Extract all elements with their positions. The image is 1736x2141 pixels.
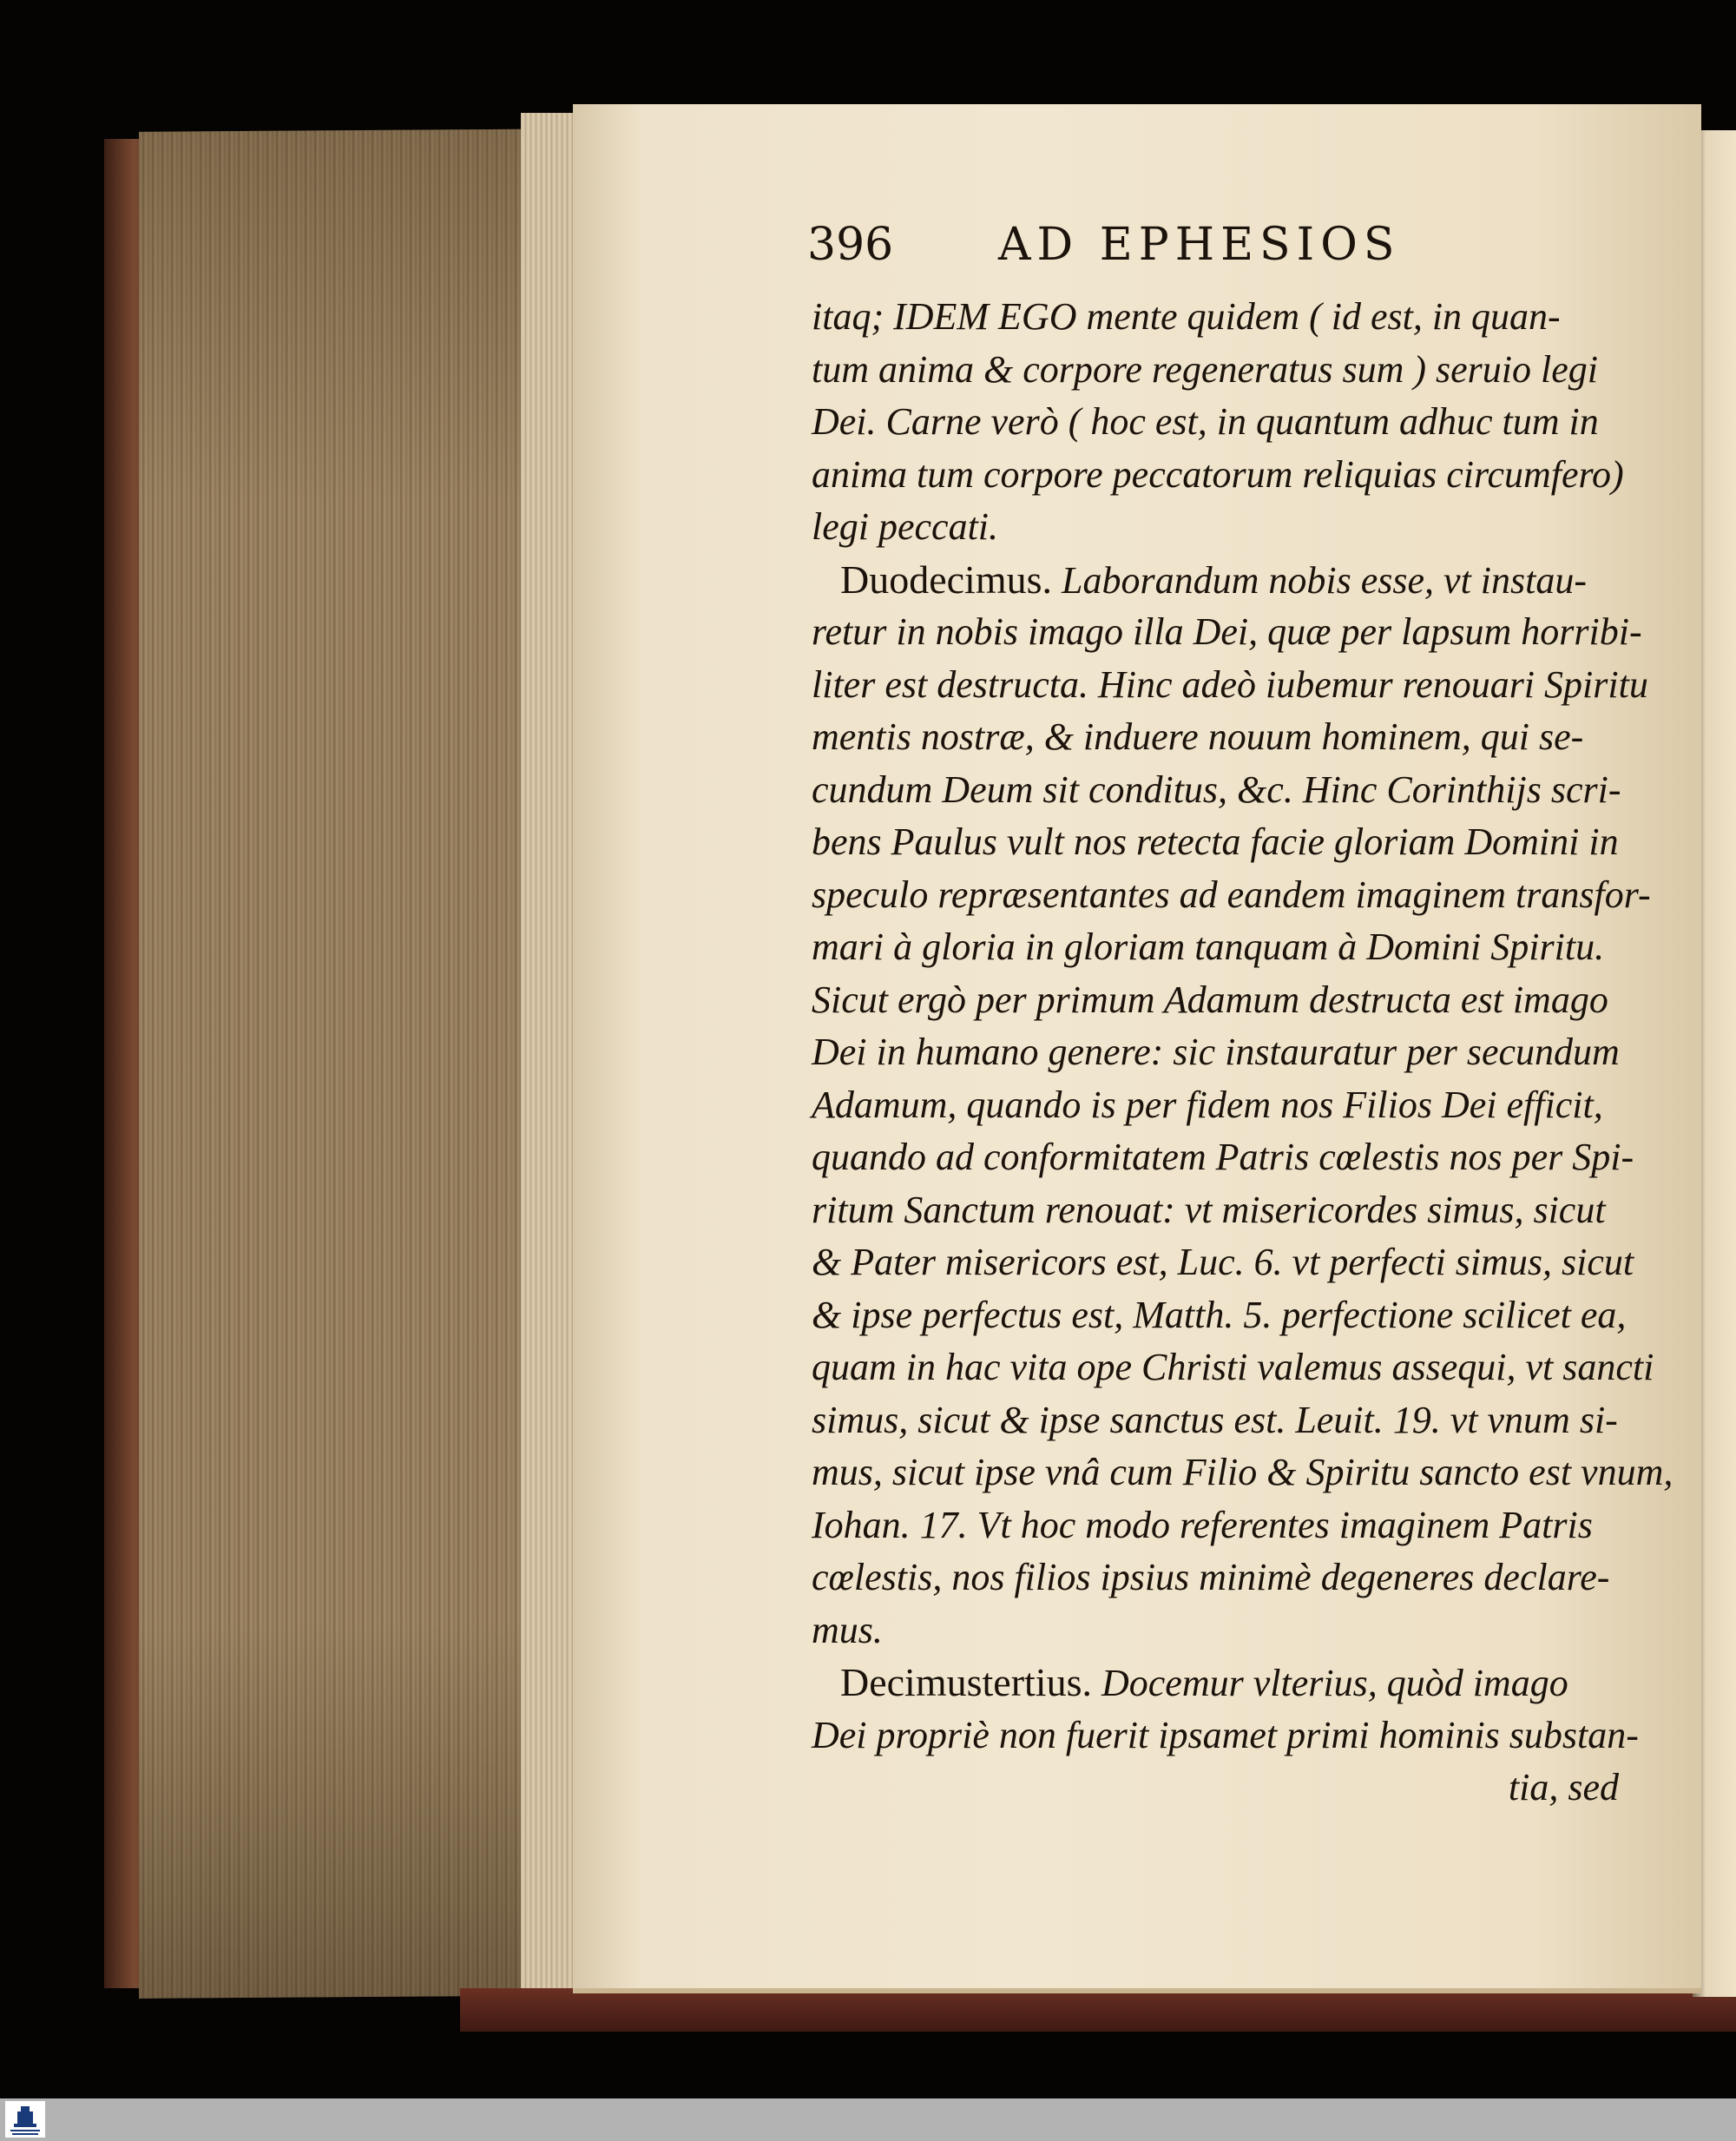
text-line: quam in hac vita ope Christi valemus assequi, vt sancti: [812, 1346, 1654, 1388]
text-line: simus, sicut & ipse sanctus est. Leuit. 19. vt vnum si-: [812, 1398, 1618, 1441]
text-line: cundum Deum sit conditus, &c. Hinc Corinthijs scri-: [812, 767, 1621, 811]
text-line: Sicut ergò per primum Adamum destructa est imago: [812, 978, 1608, 1021]
text-line: liter est destructa. Hinc adeò iubemur renouari Spiritu: [812, 662, 1648, 706]
section-heading: Decimustertius.: [840, 1660, 1092, 1704]
text-line: speculo repræsentantes ad eandem imaginem transfor-: [812, 873, 1651, 916]
book-cover-bottom: [460, 1988, 1736, 2032]
text-line: itaq; IDEM EGO mente quidem ( id est, in quan-: [812, 295, 1561, 338]
text-line: mari à gloria in gloriam tanquam à Domini Spiritu.: [812, 926, 1605, 968]
text-line: ritum Sanctum renouat: vt misericordes simus, sicut: [812, 1188, 1606, 1231]
catchword: tia, sed: [1508, 1766, 1619, 1808]
page-body: [812, 291, 1674, 1815]
text-line: anima tum corpore peccatorum reliquias circumfero): [812, 452, 1624, 496]
text-line: bens Paulus vult nos retecta facie gloriam Domini in: [812, 820, 1619, 863]
viewer-footer-bar: [0, 2098, 1736, 2141]
page-number: 396: [807, 219, 894, 271]
page-header: [807, 219, 1623, 280]
text-line: tum anima & corpore regeneratus sum ) seruio legi: [812, 347, 1598, 391]
running-title: AD EPHESIOS: [998, 219, 1401, 271]
text-line: quando ad conformitatem Patris cœlestis nos per Spi-: [812, 1136, 1634, 1178]
text-line: Dei propriè non fuerit ipsamet primi hominis substan-: [812, 1713, 1639, 1756]
text-line: retur in nobis imago illa Dei, quæ per lapsum horribi-: [812, 610, 1642, 653]
paragraph-first-line: [812, 554, 1619, 607]
text-line: Adamum, quando is per fidem nos Filios Dei efficit,: [812, 1083, 1603, 1126]
section-heading: Duodecimus.: [840, 557, 1053, 602]
text-line: legi peccati.: [812, 505, 999, 548]
text-line: mus.: [812, 1608, 883, 1651]
text-line: & Pater misericors est, Luc. 6. vt perfecti simus, sicut: [812, 1241, 1634, 1283]
text-line: & ipse perfectus est, Matth. 5. perfectione scilicet ea,: [812, 1293, 1627, 1336]
text-line: cœlestis, nos filios ipsius minimè degeneres declare-: [812, 1556, 1610, 1598]
paragraph-first-line: [812, 1657, 1619, 1710]
text-line: Dei in humano genere: sic instauratur per secundum: [812, 1031, 1620, 1073]
text-line: mus, sicut ipse vnâ cum Filio & Spiritu sancto est vnum,: [812, 1451, 1674, 1493]
text-line: Iohan. 17. Vt hoc modo referentes imaginem Patris: [812, 1503, 1593, 1546]
text-line: mentis nostræ, & induere nouum hominem, qui se-: [812, 715, 1584, 758]
text-run: Docemur vlterius, quòd imago: [1101, 1662, 1568, 1704]
text-run: Laborandum nobis esse, vt instau-: [1062, 558, 1588, 602]
library-logo-icon: [5, 2101, 45, 2138]
text-line: Dei. Carne verò ( hoc est, in quantum adhuc tum in: [812, 400, 1599, 443]
